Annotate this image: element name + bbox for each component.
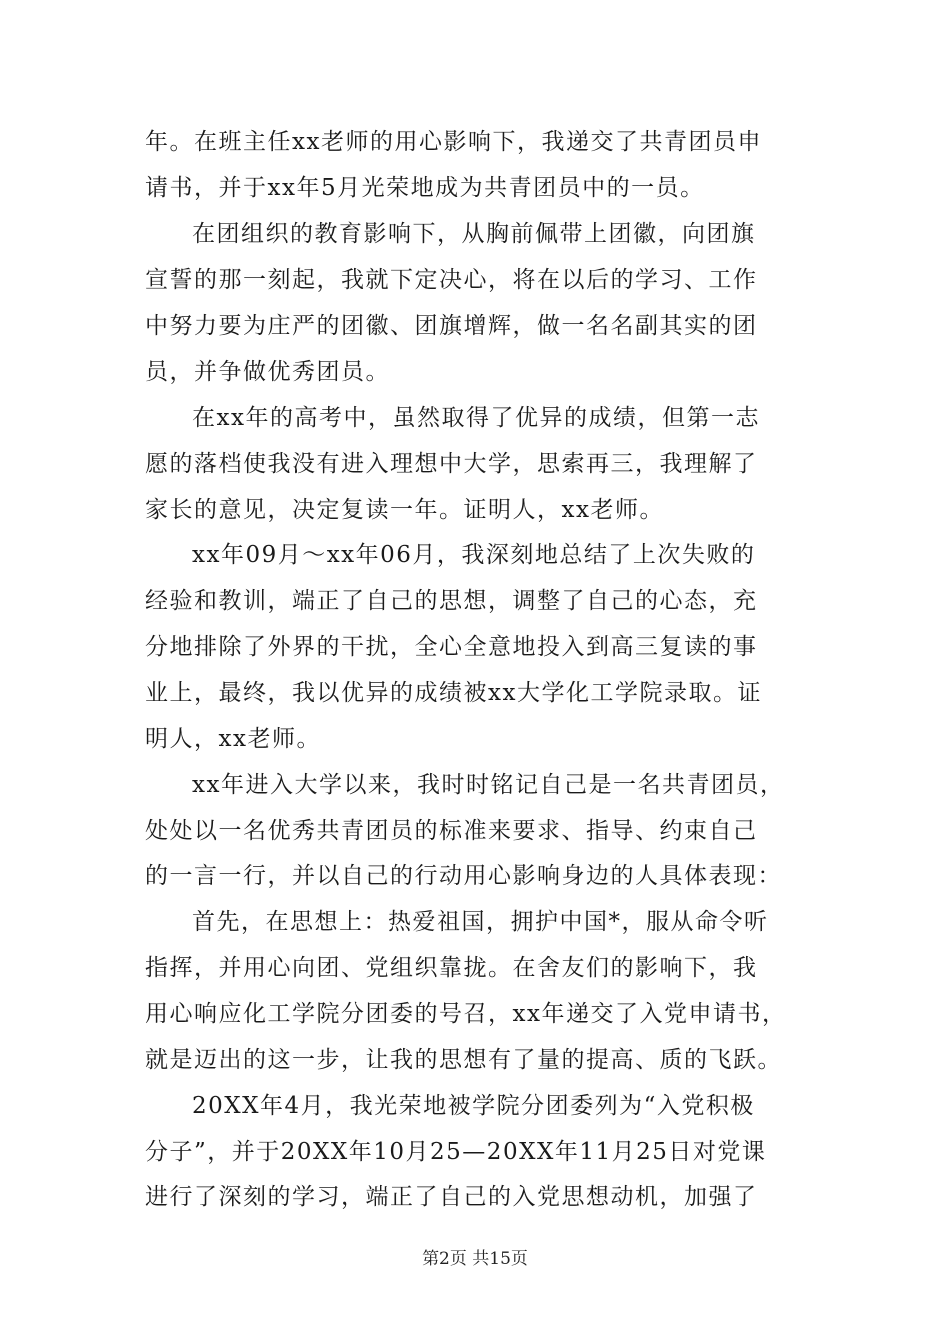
text-line: 就是迈出的这一步，让我的思想有了量的提高、质的飞跃。 <box>145 1047 782 1073</box>
text-line: 员，并争做优秀团员。 <box>145 359 390 385</box>
text-line: 家长的意见，决定复读一年。证明人，xx老师。 <box>145 497 664 523</box>
text-line: 在xx年的高考中，虽然取得了优异的成绩，但第一志 <box>192 405 760 431</box>
text-line: 指挥，并用心向团、党组织靠拢。在舍友们的影响下，我 <box>145 955 758 981</box>
text-line: 宣誓的那一刻起，我就下定决心，将在以后的学习、工作 <box>145 267 758 293</box>
text-line: 20XX年4月，我光荣地被学院分团委列为“入党积极 <box>192 1093 755 1119</box>
text-line: 中努力要为庄严的团徽、团旗增辉，做一名名副其实的团 <box>145 313 758 339</box>
text-line: 的一言一行，并以自己的行动用心影响身边的人具体表现： <box>145 863 782 889</box>
text-line: xx年进入大学以来，我时时铭记自己是一名共青团员， <box>192 772 785 798</box>
text-line: xx年09月～xx年06月，我深刻地总结了上次失败的 <box>192 542 756 568</box>
text-line: 经验和教训，端正了自己的思想，调整了自己的心态，充 <box>145 588 758 614</box>
page-footer: 第2页 共15页 <box>422 1249 528 1269</box>
text-line: 处处以一名优秀共青团员的标准来要求、指导、约束自己 <box>145 818 758 844</box>
text-line: 年。在班主任xx老师的用心影响下，我递交了共青团员申 <box>145 129 762 155</box>
text-line: 首先，在思想上：热爱祖国，拥护中国*，服从命令听 <box>192 909 769 935</box>
text-line: 分子”，并于20XX年10月25—20XX年11月25日对党课 <box>145 1139 767 1165</box>
text-line: 请书，并于xx年5月光荣地成为共青团员中的一员。 <box>145 175 705 201</box>
text-line: 愿的落档使我没有进入理想中大学，思索再三，我理解了 <box>145 451 758 477</box>
text-line: 分地排除了外界的干扰，全心全意地投入到高三复读的事 <box>145 634 758 660</box>
text-line: 用心响应化工学院分团委的号召，xx年递交了入党申请书， <box>145 1001 787 1027</box>
text-line: 在团组织的教育影响下，从胸前佩带上团徽，向团旗 <box>192 221 756 247</box>
text-line: 业上，最终，我以优异的成绩被xx大学化工学院录取。证 <box>145 680 762 706</box>
text-line: 明人，xx老师。 <box>145 726 321 752</box>
text-line: 进行了深刻的学习，端正了自己的入党思想动机，加强了 <box>145 1184 758 1210</box>
